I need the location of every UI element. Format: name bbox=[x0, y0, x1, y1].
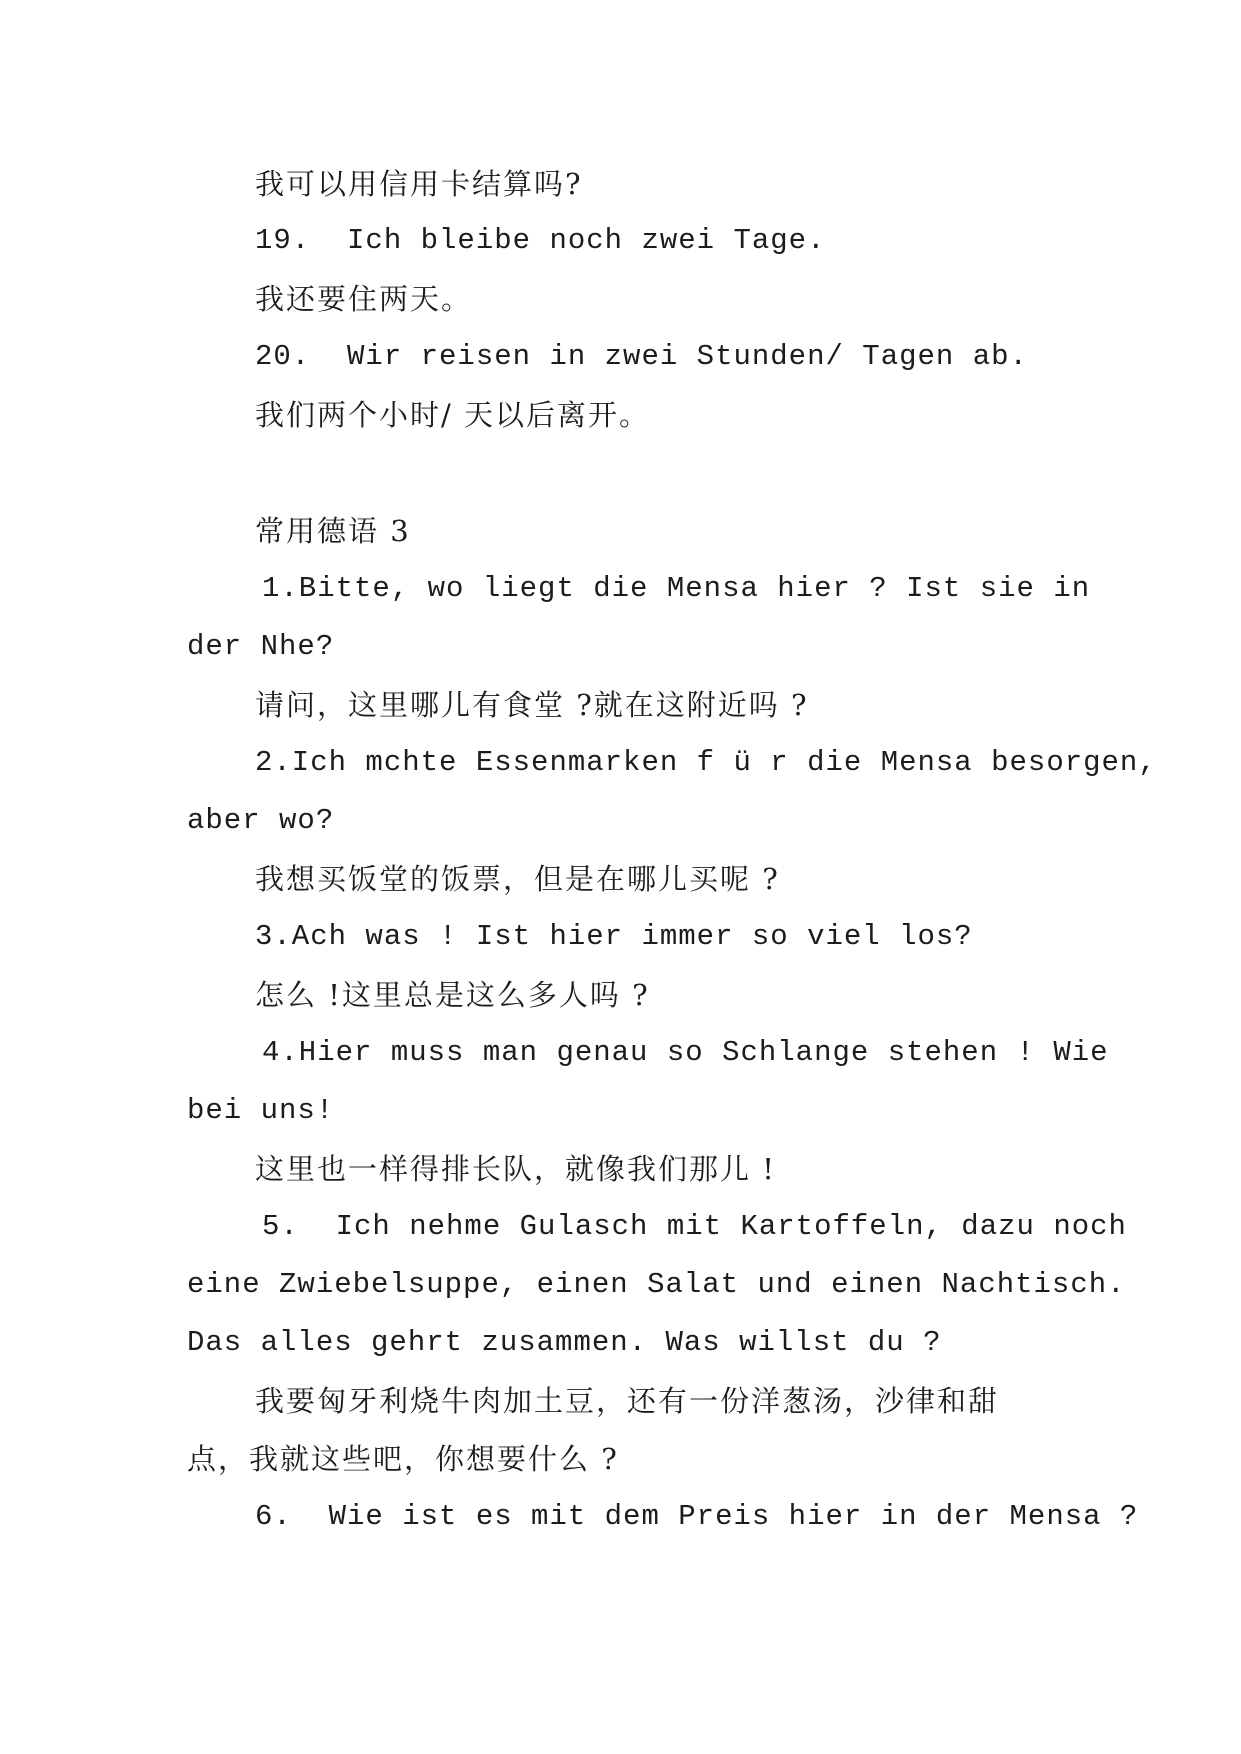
text-line-5-cont-b: Das alles gehrt zusammen. Was willst du ? bbox=[187, 1326, 942, 1359]
text-line-5-cont-a: eine Zwiebelsuppe, einen Salat und einen Nachtisch. bbox=[187, 1268, 1126, 1301]
section-heading: 常用德语 3 bbox=[255, 514, 411, 548]
text-line-6: 6. Wie ist es mit dem Preis hier in der Mensa ? bbox=[255, 1500, 1139, 1533]
text-line-3: 3.Ach was ! Ist hier immer so viel los? bbox=[255, 920, 973, 953]
text-line-cn-1: 请问，这里哪儿有食堂 ?就在这附近吗 ? bbox=[255, 688, 809, 722]
text-line-cn-leave: 我们两个小时/ 天以后离开。 bbox=[255, 398, 650, 432]
text-line-cn-5: 我要匈牙利烧牛肉加土豆，还有一份洋葱汤，沙律和甜 bbox=[255, 1384, 1000, 1418]
text-line-cn-2: 我想买饭堂的饭票，但是在哪儿买呢 ? bbox=[255, 862, 780, 896]
text-line-4-cont: bei uns! bbox=[187, 1094, 335, 1127]
text-line-cn-credit-card: 我可以用信用卡结算吗? bbox=[255, 167, 583, 201]
text-line-cn-3: 怎么 !这里总是这么多人吗 ? bbox=[255, 978, 650, 1012]
text-line-1-cont: der Nhe? bbox=[187, 630, 335, 663]
text-line-2: 2.Ich mchte Essenmarken f ü r die Mensa besorgen, bbox=[255, 746, 1157, 779]
text-line-5: 5. Ich nehme Gulasch mit Kartoffeln, dazu noch bbox=[262, 1210, 1127, 1243]
text-line-cn-5-cont: 点，我就这些吧，你想要什么 ? bbox=[187, 1442, 619, 1476]
text-line-20: 20. Wir reisen in zwei Stunden/ Tagen ab. bbox=[255, 340, 1028, 373]
text-line-4: 4.Hier muss man genau so Schlange stehen ! Wie bbox=[262, 1036, 1109, 1069]
text-line-2-cont: aber wo? bbox=[187, 804, 335, 837]
text-line-cn-two-days: 我还要住两天。 bbox=[255, 282, 473, 316]
text-line-19: 19. Ich bleibe noch zwei Tage. bbox=[255, 224, 826, 257]
text-line-cn-4: 这里也一样得排长队，就像我们那儿 ! bbox=[255, 1152, 776, 1186]
text-line-1: 1.Bitte, wo liegt die Mensa hier ? Ist sie in bbox=[262, 572, 1091, 605]
